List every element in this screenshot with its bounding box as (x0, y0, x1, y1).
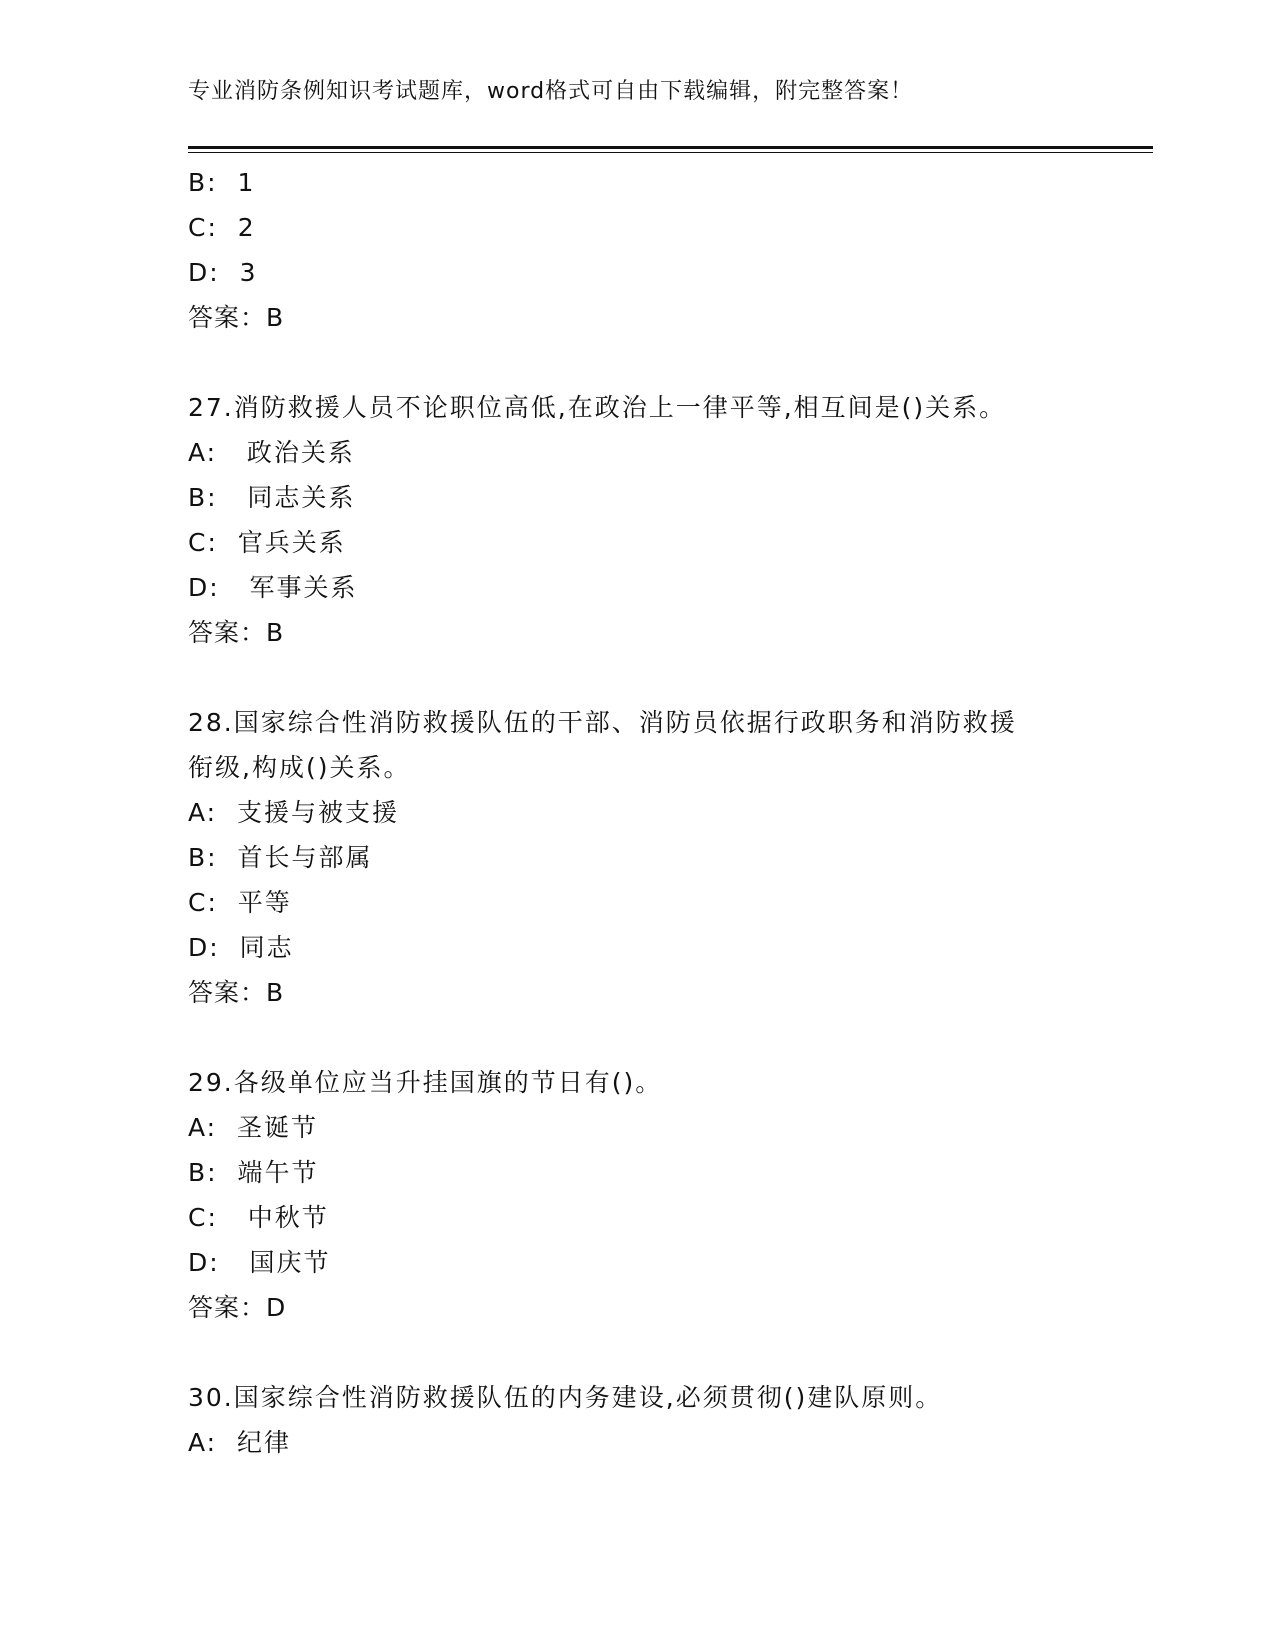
option-b: B: 端午节 (188, 1158, 319, 1187)
question-stem: 27.消防救援人员不论职位高低,在政治上一律平等,相互间是()关系。 (188, 393, 1007, 422)
question-list (188, 160, 1118, 1465)
spacer (188, 1330, 1118, 1375)
question-26 (188, 160, 1118, 340)
header-rule-thick (188, 146, 1153, 149)
option-d: D: 国庆节 (188, 1248, 331, 1277)
answer: 答案：B (188, 303, 285, 332)
option-d: D: 军事关系 (188, 573, 358, 602)
option-c: C: 平等 (188, 888, 292, 917)
spacer (188, 1015, 1118, 1060)
option-d: D: 同志 (188, 933, 294, 962)
option-b: B: 首长与部属 (188, 843, 373, 872)
question-stem-line-2: 衔级,构成()关系。 (188, 753, 411, 782)
option-c: C: 中秋节 (188, 1203, 329, 1232)
option-a: A: 圣诞节 (188, 1113, 318, 1142)
question-stem: 29.各级单位应当升挂国旗的节日有()。 (188, 1068, 663, 1097)
question-27 (188, 385, 1118, 655)
answer: 答案：D (188, 1293, 287, 1322)
spacer (188, 340, 1118, 385)
option-c: C: 官兵关系 (188, 528, 346, 557)
question-stem: 30.国家综合性消防救援队伍的内务建设,必须贯彻()建队原则。 (188, 1383, 943, 1412)
question-29 (188, 1060, 1118, 1330)
spacer (188, 655, 1118, 700)
option-d: D: 3 (188, 258, 258, 287)
option-a: A: 纪律 (188, 1428, 291, 1457)
option-a: A: 支援与被支援 (188, 798, 399, 827)
document-header: 专业消防条例知识考试题库，word格式可自由下载编辑，附完整答案！ (188, 79, 914, 104)
answer: 答案：B (188, 978, 285, 1007)
question-28 (188, 700, 1118, 1015)
header-rule-thin (188, 152, 1153, 153)
option-b: B: 1 (188, 168, 256, 197)
option-c: C: 2 (188, 213, 256, 242)
question-stem-line-1: 28.国家综合性消防救援队伍的干部、消防员依据行政职务和消防救援 (188, 708, 1017, 737)
question-30 (188, 1375, 1118, 1465)
option-a: A: 政治关系 (188, 438, 355, 467)
option-b: B: 同志关系 (188, 483, 356, 512)
answer: 答案：B (188, 618, 285, 647)
